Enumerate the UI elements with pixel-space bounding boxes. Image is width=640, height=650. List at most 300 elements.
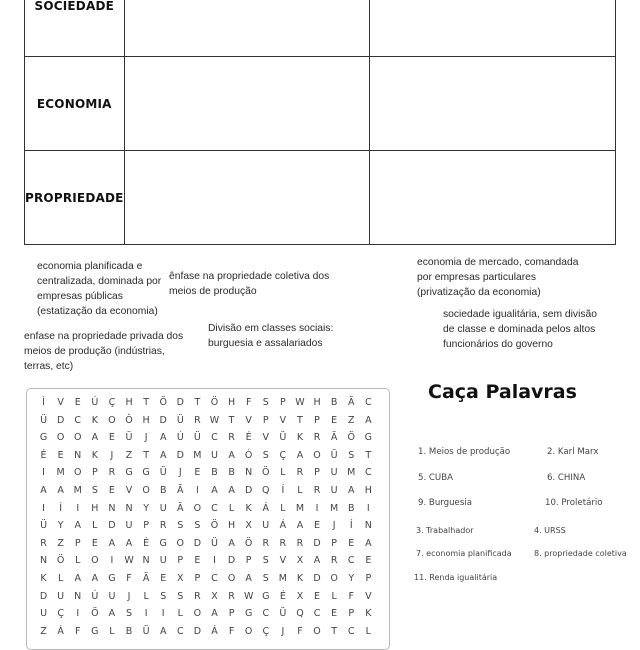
grid-letter[interactable]: B [211, 467, 218, 479]
grid-letter[interactable]: H [228, 520, 236, 532]
grid-letter[interactable]: L [331, 590, 337, 602]
grid-letter[interactable]: U [108, 590, 116, 602]
grid-letter[interactable]: Ü [279, 432, 287, 444]
grid-letter[interactable]: K [40, 572, 47, 584]
note-line: burguesia e assalariados [208, 338, 323, 349]
grid-letter[interactable]: W [295, 397, 305, 408]
grid-letter[interactable]: M [73, 484, 82, 496]
word-item: 10. Proletário [545, 498, 603, 508]
answer-cell[interactable] [370, 151, 616, 245]
grid-letter[interactable]: P [245, 555, 252, 567]
grid-letter[interactable]: E [108, 484, 115, 496]
grid-letter[interactable]: T [143, 397, 150, 408]
grid-letter[interactable]: E [331, 608, 338, 620]
grid-letter[interactable]: X [296, 590, 304, 602]
note-propriedade-coletiva[interactable] [169, 269, 329, 299]
grid-letter[interactable]: P [74, 537, 81, 549]
grid-letter[interactable]: D [245, 484, 253, 496]
grid-letter[interactable]: R [228, 432, 235, 444]
grid-letter[interactable]: E [160, 572, 167, 584]
grid-letter[interactable]: P [331, 537, 337, 549]
grid-letter[interactable]: L [57, 572, 64, 584]
grid-letter[interactable]: Ö [210, 520, 219, 532]
grid-letter[interactable]: I [144, 608, 148, 620]
grid-letter[interactable]: C [176, 625, 184, 637]
grid-letter[interactable]: L [92, 520, 98, 532]
grid-letter[interactable]: M [330, 502, 339, 514]
grid-letter[interactable]: L [280, 502, 286, 514]
grid-letter[interactable]: E [365, 555, 372, 567]
grid-letter[interactable]: Ç [262, 625, 270, 637]
grid-letter[interactable]: C [211, 572, 218, 584]
grid-letter[interactable]: D [176, 449, 184, 461]
grid-letter[interactable]: C [211, 502, 218, 514]
grid-letter[interactable]: P [91, 467, 98, 479]
grid-letter[interactable]: U [40, 608, 48, 620]
grid-letter[interactable]: Á [57, 625, 64, 637]
grid-letter[interactable]: O [227, 572, 236, 584]
grid-letter[interactable]: I [195, 484, 199, 496]
grid-letter[interactable]: N [125, 502, 133, 514]
grid-letter[interactable]: L [75, 555, 81, 567]
grid-letter[interactable]: Ö [159, 397, 167, 408]
grid-letter[interactable]: G [142, 467, 150, 479]
grid-letter[interactable]: D [313, 572, 321, 584]
grid-letter[interactable]: Ö [262, 467, 270, 479]
note-line: meios de produção [169, 286, 257, 297]
grid-row [35, 570, 377, 588]
grid-letter[interactable]: A [74, 520, 81, 532]
grid-letter[interactable]: A [313, 555, 321, 567]
grid-letter[interactable]: H [364, 484, 372, 496]
grid-letter[interactable]: Ö [91, 608, 99, 620]
grid-letter[interactable]: S [194, 520, 201, 532]
grid-letter[interactable]: I [76, 608, 80, 620]
grid-letter[interactable]: G [262, 590, 270, 602]
grid-letter[interactable]: H [142, 414, 150, 426]
grid-letter[interactable]: E [314, 590, 321, 602]
grid-letter[interactable]: R [228, 590, 235, 602]
grid-letter[interactable]: A [108, 608, 116, 620]
grid-letter[interactable]: A [228, 449, 235, 461]
grid-letter[interactable]: Ü [176, 414, 184, 426]
note-economia-planificada[interactable] [37, 259, 161, 319]
grid-letter[interactable]: Ã [177, 502, 184, 514]
grid-letter[interactable]: L [177, 608, 183, 620]
answer-cell[interactable] [370, 57, 616, 151]
grid-letter[interactable]: C [347, 555, 355, 567]
grid-letter[interactable]: Í [349, 520, 353, 532]
grid-letter[interactable]: N [142, 555, 150, 567]
grid-letter[interactable]: E [91, 537, 98, 549]
grid-letter[interactable]: I [161, 608, 165, 620]
grid-letter[interactable]: O [193, 608, 202, 620]
grid-letter[interactable]: Á [211, 625, 218, 637]
grid-letter[interactable]: A [40, 484, 47, 496]
grid-letter[interactable]: B [159, 484, 167, 496]
grid-letter[interactable]: S [177, 520, 184, 532]
grid-letter[interactable]: R [296, 467, 304, 479]
grid-letter[interactable]: E [194, 555, 201, 567]
grid-letter[interactable]: J [281, 625, 285, 637]
grid-letter[interactable]: A [57, 484, 64, 496]
grid-letter[interactable]: Í [281, 484, 285, 496]
grid-letter[interactable]: V [125, 484, 133, 496]
grid-letter[interactable]: R [194, 414, 201, 426]
grid-letter[interactable]: A [296, 520, 304, 532]
grid-letter[interactable]: A [365, 414, 372, 426]
grid-letter[interactable]: G [91, 625, 99, 637]
grid-letter[interactable]: T [228, 414, 235, 426]
grid-letter[interactable]: J [127, 590, 131, 602]
grid-letter[interactable]: J [144, 432, 148, 444]
grid-letter[interactable]: L [109, 625, 115, 637]
grid-letter[interactable]: Y [348, 572, 355, 584]
grid-letter[interactable]: Q [262, 484, 270, 496]
grid-letter[interactable]: Ô [125, 414, 133, 426]
grid-letter[interactable]: Ü [211, 537, 218, 549]
grid-letter[interactable]: A [91, 572, 99, 584]
grid-letter[interactable]: R [313, 484, 321, 496]
grid-letter[interactable]: A [228, 484, 235, 496]
grid-letter[interactable]: Ü [40, 414, 48, 426]
grid-letter[interactable]: R [313, 432, 321, 444]
grid-letter[interactable]: S [262, 397, 269, 408]
grid-letter[interactable]: R [159, 520, 167, 532]
grid-letter[interactable]: E [108, 432, 115, 444]
grid-letter[interactable]: Ü [330, 449, 338, 461]
grid-letter[interactable]: D [227, 555, 236, 567]
grid-letter[interactable]: Ü [125, 432, 133, 444]
grid-letter[interactable]: A [365, 537, 372, 549]
grid-letter[interactable]: A [347, 484, 355, 496]
grid-letter[interactable]: Y [143, 502, 150, 514]
answer-cell[interactable] [124, 57, 370, 151]
grid-letter[interactable]: O [73, 467, 82, 479]
grid-letter[interactable]: O [142, 484, 150, 496]
grid-letter[interactable]: E [57, 449, 64, 461]
grid-letter[interactable]: Á [279, 520, 287, 532]
note-line: (privatização da economia) [417, 287, 541, 298]
grid-letter[interactable]: V [245, 414, 252, 426]
grid-letter[interactable]: M [347, 467, 356, 479]
grid-letter[interactable]: H [313, 397, 321, 408]
grid-letter[interactable]: Z [125, 449, 133, 461]
grid-letter[interactable]: L [228, 502, 235, 514]
grid-letter[interactable]: D [159, 414, 167, 426]
grid-letter[interactable]: I [42, 467, 45, 479]
grid-letter[interactable]: Ç [279, 449, 287, 461]
grid-letter[interactable]: G [125, 467, 133, 479]
grid-letter[interactable]: R [108, 467, 116, 479]
grid-letter[interactable]: P [143, 520, 149, 532]
grid-letter[interactable]: R [279, 537, 287, 549]
grid-letter[interactable]: T [143, 449, 150, 461]
grid-letter[interactable]: N [245, 467, 253, 479]
grid-letter[interactable]: V [279, 414, 287, 426]
grid-letter[interactable]: A [159, 432, 167, 444]
note-line: centralizada, dominada por [37, 276, 162, 287]
grid-letter[interactable]: C [262, 608, 270, 620]
grid-letter[interactable]: Ú [91, 590, 99, 602]
grid-letter[interactable]: H [125, 397, 133, 408]
grid-letter[interactable]: P [194, 572, 201, 584]
grid-letter[interactable]: U [330, 484, 338, 496]
grid-letter[interactable]: B [347, 502, 355, 514]
grid-letter[interactable]: Z [40, 625, 47, 637]
grid-letter[interactable]: N [39, 555, 48, 567]
grid-letter[interactable]: V [57, 397, 64, 408]
grid-letter[interactable]: B [330, 397, 338, 408]
grid-letter[interactable]: J [178, 467, 182, 479]
grid-letter[interactable]: U [262, 520, 270, 532]
grid-letter[interactable]: J [110, 449, 114, 461]
grid-letter[interactable]: K [296, 572, 304, 584]
grid-letter[interactable]: A [245, 572, 252, 584]
grid-letter[interactable]: K [296, 432, 304, 444]
grid-letter[interactable]: J [332, 520, 336, 532]
grid-letter[interactable]: S [177, 590, 184, 602]
grid-letter[interactable]: S [262, 572, 269, 584]
grid-letter[interactable]: I [76, 502, 80, 514]
grid-letter[interactable]: Ó [244, 449, 253, 461]
grid-letter[interactable]: C [365, 397, 372, 408]
grid-letter[interactable]: Ç [108, 397, 116, 408]
grid-letter[interactable]: É [245, 432, 252, 444]
grid-letter[interactable]: Ú [176, 432, 184, 444]
grid-letter[interactable]: Ü [142, 625, 150, 637]
grid-letter[interactable]: I [315, 502, 319, 514]
grid-letter[interactable]: K [91, 449, 98, 461]
answer-cell[interactable] [124, 151, 370, 245]
grid-letter[interactable]: V [262, 432, 270, 444]
grid-letter[interactable]: Á [262, 502, 270, 514]
grid-letter[interactable]: W [243, 590, 254, 602]
grid-letter[interactable]: R [330, 555, 338, 567]
note-divisao-classes[interactable] [208, 321, 333, 351]
grid-letter[interactable]: O [56, 432, 65, 444]
grid-letter[interactable]: G [39, 432, 48, 444]
grid-letter[interactable]: D [56, 414, 65, 426]
grid-letter[interactable]: E [331, 414, 338, 426]
grid-letter[interactable]: Ö [347, 432, 355, 444]
grid-letter[interactable]: L [143, 590, 149, 602]
grid-letter[interactable]: T [365, 449, 372, 461]
grid-letter[interactable]: S [126, 608, 133, 620]
grid-letter[interactable]: R [296, 537, 304, 549]
grid-letter[interactable]: E [314, 520, 321, 532]
grid-letter[interactable]: R [262, 537, 270, 549]
grid-letter[interactable]: P [228, 608, 235, 620]
grid-letter[interactable]: R [40, 537, 47, 549]
grid-letter[interactable]: K [91, 414, 98, 426]
grid-letter[interactable]: E [348, 537, 355, 549]
grid-letter[interactable]: D [108, 520, 116, 532]
grid-letter[interactable]: E [74, 397, 81, 408]
grid-letter[interactable]: Ã [142, 572, 150, 584]
answer-cell[interactable] [370, 0, 616, 57]
grid-letter[interactable]: Ö [210, 397, 219, 408]
grid-letter[interactable]: M [295, 502, 305, 514]
grid-letter[interactable]: T [331, 625, 338, 637]
grid-letter[interactable]: F [348, 590, 354, 602]
answer-cell[interactable] [124, 0, 370, 57]
grid-letter[interactable]: S [262, 555, 269, 567]
grid-letter[interactable]: O [91, 555, 99, 567]
grid-letter[interactable]: E [194, 467, 201, 479]
grid-letter[interactable]: F [297, 625, 303, 637]
grid-letter[interactable]: O [330, 572, 338, 584]
grid-letter[interactable]: X [211, 590, 218, 602]
grid-letter[interactable]: Ü [159, 467, 167, 479]
note-propriedade-privada[interactable] [24, 329, 183, 374]
grid-letter[interactable]: N [108, 502, 116, 514]
grid-letter[interactable]: Ã [177, 484, 184, 496]
grid-letter[interactable]: Z [57, 537, 64, 549]
grid-letter[interactable]: C [365, 467, 372, 479]
grid-letter[interactable]: G [364, 432, 373, 444]
grid-letter[interactable]: Ã [330, 432, 338, 444]
grid-letter[interactable]: M [193, 449, 202, 461]
grid-letter[interactable]: P [262, 414, 269, 426]
grid-letter[interactable]: A [159, 449, 167, 461]
grid-letter[interactable]: P [365, 572, 372, 584]
grid-letter[interactable]: D [176, 397, 184, 408]
grid-letter[interactable]: P [314, 467, 320, 479]
grid-letter[interactable]: G [108, 572, 116, 584]
grid-letter[interactable]: X [296, 555, 304, 567]
grid-letter[interactable]: D [39, 590, 48, 602]
grid-letter[interactable]: A [91, 432, 99, 444]
grid-letter[interactable]: W [124, 555, 134, 567]
grid-letter[interactable]: R [194, 590, 201, 602]
grid-letter[interactable]: L [297, 484, 303, 496]
grid-letter[interactable]: É [279, 590, 286, 602]
grid-letter[interactable]: Ì [42, 397, 45, 408]
grid-letter[interactable]: Ü [193, 432, 201, 444]
grid-letter[interactable]: L [280, 467, 286, 479]
grid-letter[interactable]: N [74, 590, 82, 602]
grid-letter[interactable]: A [211, 484, 218, 496]
grid-letter[interactable]: C [347, 625, 355, 637]
grid-letter[interactable]: A [125, 537, 133, 549]
grid-letter[interactable]: O [176, 537, 185, 549]
grid-letter[interactable]: Ö [56, 555, 65, 567]
grid-letter[interactable]: M [278, 572, 287, 584]
grid-letter[interactable]: F [245, 397, 252, 408]
grid-letter[interactable]: F [75, 625, 81, 637]
grid-letter[interactable]: P [348, 608, 355, 620]
grid-letter[interactable]: A [211, 608, 218, 620]
grid-letter[interactable]: Q [296, 608, 304, 620]
grid-letter[interactable]: O [193, 502, 202, 514]
grid-letter[interactable]: O [108, 414, 116, 426]
grid-letter[interactable]: I [42, 502, 45, 514]
grid-letter[interactable]: V [365, 590, 372, 602]
grid-letter[interactable]: A [228, 537, 235, 549]
grid-letter[interactable]: U [125, 520, 133, 532]
grid-letter[interactable]: C [313, 608, 321, 620]
grid-letter[interactable]: É [40, 449, 47, 461]
grid-letter[interactable]: L [365, 625, 371, 637]
grid-letter[interactable]: S [160, 590, 167, 602]
grid-letter[interactable]: P [177, 555, 184, 567]
grid-letter[interactable]: K [365, 608, 372, 620]
grid-letter[interactable]: W [209, 414, 220, 426]
grid-letter[interactable]: Ã [347, 397, 355, 408]
note-economia-mercado[interactable] [417, 255, 578, 300]
grid-letter[interactable]: M [56, 467, 65, 479]
grid-letter[interactable]: H [91, 502, 99, 514]
row-header: PROPRIEDADE [25, 151, 125, 245]
grid-letter[interactable]: B [125, 625, 133, 637]
grid-letter[interactable]: N [364, 520, 372, 532]
grid-letter[interactable]: Ö [244, 537, 253, 549]
grid-letter[interactable]: Z [347, 414, 355, 426]
grid-letter[interactable]: A [296, 449, 304, 461]
grid-letter[interactable]: A [159, 625, 167, 637]
grid-letter[interactable]: S [262, 449, 269, 461]
grid-letter[interactable]: U [330, 467, 338, 479]
grid-letter[interactable]: T [194, 397, 201, 408]
grid-letter[interactable]: D [193, 537, 202, 549]
grid-letter[interactable]: Í [59, 502, 63, 514]
grid-letter[interactable]: U [211, 449, 218, 461]
grid-letter[interactable]: O [73, 432, 82, 444]
grid-letter[interactable]: H [228, 397, 236, 408]
grid-letter[interactable]: F [228, 625, 235, 637]
grid-letter[interactable]: O [244, 625, 253, 637]
grid-letter[interactable]: U [57, 590, 65, 602]
grid-letter[interactable]: S [91, 484, 98, 496]
grid-letter[interactable]: Ç [57, 608, 64, 620]
grid-letter[interactable]: A [74, 572, 81, 584]
grid-letter[interactable]: T [297, 414, 303, 426]
grid-letter[interactable]: Y [57, 520, 64, 532]
grid-letter[interactable]: G [244, 608, 253, 620]
grid-letter[interactable]: X [177, 572, 184, 584]
grid-letter[interactable]: Ü [40, 520, 48, 532]
grid-letter[interactable]: U [159, 555, 167, 567]
grid-letter[interactable]: S [348, 449, 355, 461]
grid-letter[interactable]: C [74, 414, 82, 426]
grid-letter[interactable]: I [110, 555, 114, 567]
grid-letter[interactable]: D [313, 537, 321, 549]
grid-letter[interactable]: X [245, 520, 252, 532]
grid-letter[interactable]: G [159, 537, 167, 549]
grid-letter[interactable]: Ú [91, 397, 99, 408]
grid-letter[interactable]: F [126, 572, 132, 584]
grid-letter[interactable]: Ü [279, 608, 287, 620]
grid-letter[interactable]: C [211, 432, 218, 444]
grid-letter[interactable]: D [193, 625, 202, 637]
grid-letter[interactable]: O [313, 625, 321, 637]
grid-letter[interactable]: N [74, 449, 82, 461]
grid-letter[interactable]: P [314, 414, 320, 426]
grid-letter[interactable]: U [159, 502, 167, 514]
grid-letter[interactable]: O [313, 449, 321, 461]
grid-letter[interactable]: I [213, 555, 216, 567]
grid-letter[interactable]: V [279, 555, 287, 567]
grid-letter[interactable]: K [245, 502, 252, 514]
grid-row [35, 517, 377, 535]
grid-letter[interactable]: A [108, 537, 116, 549]
grid-letter[interactable]: P [279, 397, 286, 408]
grid-letter[interactable]: B [228, 467, 235, 479]
note-sociedade-igualitaria[interactable] [443, 307, 597, 352]
grid-letter[interactable]: I [366, 502, 370, 514]
grid-letter[interactable]: É [143, 537, 150, 549]
